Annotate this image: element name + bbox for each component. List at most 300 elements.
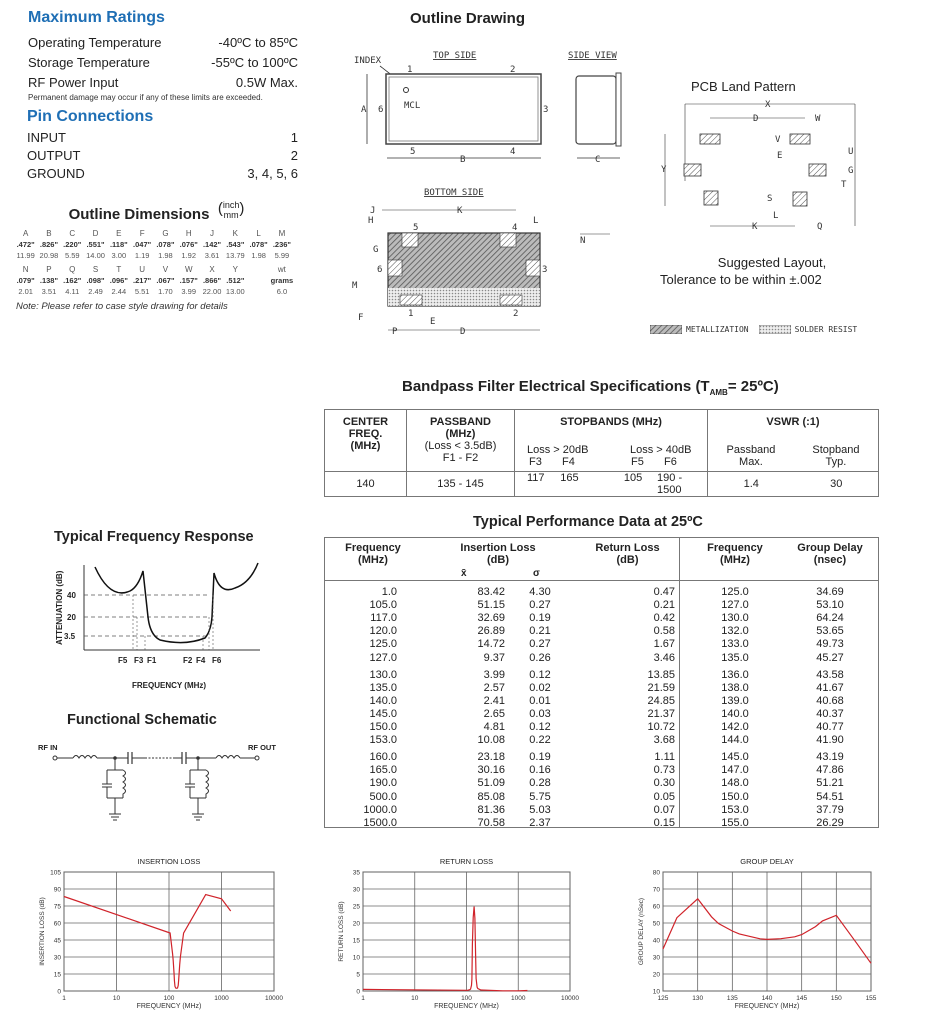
dimension-cell: .078" [249, 240, 268, 249]
chart-title: RETURN LOSS [439, 857, 494, 866]
svg-text:H: H [368, 216, 374, 226]
table-row [325, 652, 878, 665]
svg-text:0: 0 [356, 988, 360, 996]
table-cell: 45.27 [816, 651, 844, 664]
dimension-cell: grams [270, 276, 294, 285]
table-cell: 165.0 [369, 764, 397, 777]
electrical-specs-title [402, 378, 779, 397]
svg-text:L: L [773, 211, 779, 221]
table-cell: 0.30 [653, 777, 675, 790]
table-row [325, 586, 878, 599]
table-cell: 1000.0 [363, 803, 397, 816]
svg-text:G: G [848, 166, 854, 176]
chart-title: INSERTION LOSS [137, 857, 201, 866]
svg-text:40: 40 [67, 591, 76, 600]
table-cell: 147.0 [721, 764, 749, 777]
table-cell: 0.42 [653, 612, 675, 625]
svg-text:10: 10 [352, 954, 360, 962]
svg-text:80: 80 [652, 869, 660, 877]
table-cell: 144.0 [721, 734, 749, 747]
table-cell: 13.85 [647, 668, 675, 681]
rf-out-label: RF OUT [248, 743, 276, 752]
table-row [325, 669, 878, 682]
svg-text:C: C [595, 155, 601, 165]
table-cell: 40.37 [816, 707, 844, 720]
svg-text:F3: F3 [134, 656, 144, 665]
svg-text:70: 70 [652, 886, 660, 894]
svg-text:3: 3 [542, 265, 548, 275]
pin-connections-title: Pin Connections [27, 108, 154, 125]
svg-text:140: 140 [761, 995, 773, 1002]
table-cell: 135.0 [721, 651, 749, 664]
y-axis-label: GROUP DELAY (nSec) [638, 897, 645, 966]
table-cell: 0.19 [529, 612, 551, 625]
table-cell: 148.0 [721, 777, 749, 790]
index-label: INDEX [354, 56, 382, 66]
table-cell: 2.41 [483, 694, 505, 707]
table-cell: 5.75 [529, 790, 551, 803]
svg-text:X: X [765, 100, 771, 110]
table-row [325, 734, 878, 747]
table-cell: 140.0 [721, 707, 749, 720]
rating-value: -40ºC to 85ºC [218, 35, 298, 50]
x-axis-label: FREQUENCY (MHz) [434, 1003, 499, 1010]
dimension-cell: .217" [133, 276, 152, 285]
svg-text:35: 35 [352, 869, 360, 877]
dimension-cell: 1.19 [134, 251, 150, 260]
svg-text:M: M [352, 281, 358, 291]
svg-text:30: 30 [352, 886, 360, 894]
outline-drawing [340, 40, 660, 345]
pcb-land-pattern [655, 96, 865, 236]
svg-text:P: P [392, 327, 398, 337]
y-axis-label: RETURN LOSS (dB) [338, 901, 345, 962]
dimension-cell: E [116, 229, 122, 238]
table-cell: 43.19 [816, 751, 844, 764]
functional-schematic [35, 740, 285, 830]
table-cell: 142.0 [721, 721, 749, 733]
freq-header: Frequency (MHz) [345, 542, 401, 566]
dimension-cell: 2.44 [111, 287, 127, 296]
table-cell: 0.16 [529, 764, 551, 777]
svg-text:E: E [777, 151, 783, 161]
table-cell: 153.0 [369, 734, 397, 747]
dimension-cell: .472" [16, 240, 35, 249]
table-cell: 51.15 [477, 599, 505, 612]
table-cell: 41.67 [816, 681, 844, 694]
table-cell: 138.0 [721, 681, 749, 694]
pin-label: GROUND [27, 166, 85, 181]
svg-text:4: 4 [512, 223, 518, 233]
unit-inch: inch [222, 200, 240, 210]
dimension-cell: wt [277, 265, 286, 274]
dimension-cell: N [22, 265, 29, 274]
pin-row [27, 130, 298, 145]
freq-response-diagram [50, 555, 270, 695]
svg-text:Q: Q [817, 222, 823, 232]
svg-text:20: 20 [352, 920, 360, 928]
dimension-cell: A [22, 229, 29, 238]
dimension-cell: 3.99 [181, 287, 197, 296]
table-cell: 2.65 [483, 707, 505, 720]
svg-text:135: 135 [726, 995, 738, 1002]
vswr-values: 1.4 30 [708, 472, 879, 497]
svg-text:V: V [775, 135, 781, 145]
svg-text:F: F [358, 313, 364, 323]
table-cell: 133.0 [721, 638, 749, 651]
svg-text:10000: 10000 [560, 995, 580, 1002]
table-row [325, 625, 878, 638]
dimension-cell: 3.51 [41, 287, 57, 296]
dimension-cell: 5.99 [274, 251, 290, 260]
dimension-cell: .067" [156, 276, 175, 285]
table-cell: 0.28 [529, 777, 551, 790]
dimension-cell: .142" [202, 240, 222, 249]
dimension-cell: .098" [86, 276, 105, 285]
x-axis-label: FREQUENCY (MHz) [734, 1003, 800, 1010]
svg-text:30: 30 [652, 954, 660, 962]
table-row [325, 804, 878, 817]
svg-text:E: E [430, 317, 436, 327]
svg-text:2: 2 [513, 309, 519, 319]
unit-bracket-open: ( [217, 200, 223, 217]
pin-value: 3, 4, 5, 6 [247, 166, 298, 181]
table-cell: 0.01 [529, 694, 551, 707]
dimensions-note: Note: Please refer to case style drawing for details [16, 301, 228, 312]
svg-text:10: 10 [411, 995, 419, 1002]
svg-text:100: 100 [461, 995, 472, 1002]
dimension-cell: .118" [109, 240, 128, 249]
pin-value: 2 [290, 148, 298, 163]
table-row [325, 695, 878, 708]
svg-text:1: 1 [407, 65, 413, 75]
dimension-cell: S [92, 265, 99, 274]
table-cell: 0.22 [529, 734, 551, 747]
stopbands-header: STOPBANDS (MHz) Loss > 20dB Loss > 40dB F3 F4 F5 F6 [515, 410, 708, 472]
dimension-cell: 13.79 [225, 251, 245, 260]
dimension-cell: 14.00 [86, 251, 105, 260]
dimension-cell: 1.98 [158, 251, 173, 260]
table-cell: 51.09 [477, 777, 505, 790]
svg-text:130: 130 [692, 995, 704, 1002]
table-cell: 130.0 [721, 612, 749, 625]
svg-text:F2: F2 [183, 656, 193, 665]
rating-row [28, 35, 298, 50]
group-delay-chart [620, 855, 920, 1024]
insertion-loss-chart [0, 855, 310, 1024]
table-cell: 24.85 [647, 694, 675, 707]
table-cell: 21.37 [647, 707, 675, 720]
dimension-cell: X [209, 265, 215, 274]
dimension-cell: .138" [39, 276, 59, 285]
table-row [325, 599, 878, 612]
dimension-cell: Y [232, 265, 238, 274]
svg-text:D: D [753, 114, 759, 124]
table-cell: 53.10 [816, 599, 844, 612]
table-cell: 125.0 [721, 586, 749, 598]
maximum-ratings-title: Maximum Ratings [28, 9, 165, 26]
dimension-cell: 3.00 [111, 251, 127, 260]
rating-label: Storage Temperature [28, 55, 150, 70]
table-cell: 23.18 [477, 751, 505, 764]
dimension-cell: .543" [226, 240, 245, 249]
dimension-cell: .512" [226, 276, 245, 285]
dimension-cell: Q [69, 265, 76, 274]
table-cell: 4.81 [483, 721, 505, 733]
specs-title-text: Bandpass Filter Electrical Specifications (T [402, 378, 710, 395]
table-cell: 0.03 [529, 707, 551, 720]
svg-text:100: 100 [163, 995, 175, 1002]
svg-text:K: K [752, 222, 758, 232]
performance-title: Typical Performance Data at 25ºC [473, 514, 703, 530]
table-row [325, 791, 878, 804]
table-cell: 0.27 [529, 599, 551, 612]
stopband-values: 117 165 105 190 - 1500 [515, 472, 708, 497]
table-cell: 0.02 [529, 681, 551, 694]
dimension-cell: .078" [156, 240, 175, 249]
rating-row [28, 55, 298, 70]
dimension-cell: B [46, 229, 52, 238]
svg-text:45: 45 [53, 937, 61, 945]
table-row [325, 612, 878, 625]
dimension-cell: H [185, 229, 192, 238]
svg-text:1: 1 [408, 309, 414, 319]
svg-text:3.5: 3.5 [64, 632, 76, 641]
svg-text:F6: F6 [212, 656, 222, 665]
table-cell: 32.69 [477, 612, 505, 625]
pin-connections-section [27, 108, 298, 181]
svg-text:6: 6 [378, 105, 384, 115]
dimension-cell: M [278, 229, 286, 238]
rating-value: 0.5W Max. [235, 75, 298, 90]
side-view-label: SIDE VIEW [568, 51, 617, 61]
dimension-cell: .157" [179, 276, 198, 285]
table-cell: 145.0 [721, 751, 749, 764]
table-cell: 4.30 [529, 586, 551, 598]
dimension-cell: F [139, 229, 145, 238]
passband-value: 135 - 145 [407, 472, 515, 497]
table-cell: 1.0 [381, 586, 397, 598]
table-cell: 51.21 [816, 777, 844, 790]
table-cell: 26.89 [477, 625, 505, 638]
dimension-cell: T [116, 265, 122, 274]
center-freq-header: CENTER FREQ. (MHz) [325, 410, 407, 472]
dimension-cell: .220" [63, 240, 82, 249]
table-cell: 139.0 [721, 694, 749, 707]
svg-text:10000: 10000 [264, 995, 284, 1002]
dimensions-grid-1 [14, 228, 299, 261]
dimension-cell: .162" [63, 276, 82, 285]
table-cell: 3.99 [483, 668, 505, 681]
table-cell: 83.42 [477, 586, 505, 598]
table-cell: 14.72 [477, 638, 505, 651]
pin-row [27, 166, 298, 181]
svg-text:60: 60 [652, 903, 660, 911]
dimension-cell [247, 275, 270, 286]
table-cell: 0.47 [653, 586, 675, 598]
svg-text:155: 155 [865, 995, 877, 1002]
table-cell: 3.46 [653, 651, 675, 664]
dimension-cell: 13.00 [225, 287, 245, 296]
svg-text:A: A [361, 105, 367, 115]
mean-header: x̄ [461, 568, 467, 579]
dimension-cell: U [139, 265, 146, 274]
svg-text:1000: 1000 [511, 995, 526, 1002]
table-row [325, 708, 878, 721]
table-cell: 41.90 [816, 734, 844, 747]
table-cell: 117.0 [370, 612, 397, 625]
table-cell: 81.36 [477, 803, 505, 816]
pin-label: OUTPUT [27, 148, 81, 163]
table-cell: 0.19 [529, 751, 551, 764]
table-cell: 26.29 [816, 816, 844, 829]
table-cell: 0.21 [529, 625, 551, 638]
dimension-cell: G [162, 229, 169, 238]
svg-text:N: N [580, 236, 586, 246]
dimension-cell: 20.98 [39, 251, 59, 260]
svg-text:1: 1 [361, 995, 365, 1002]
return-loss-chart [320, 855, 590, 1024]
x-axis-label: FREQUENCY (MHz) [136, 1003, 202, 1010]
dimension-cell: C [69, 229, 76, 238]
unit-mm: mm [223, 210, 239, 220]
table-cell: 53.65 [816, 625, 844, 638]
bottom-side-label: BOTTOM SIDE [424, 188, 484, 198]
suggested-layout [692, 255, 852, 270]
table-cell: 190.0 [369, 777, 397, 790]
table-cell: 0.21 [653, 599, 675, 612]
unit-bracket-close: ) [239, 200, 245, 217]
pin-value: 1 [290, 130, 298, 145]
table-cell: 105.0 [369, 599, 397, 612]
dimension-cell: W [184, 265, 193, 274]
dimension-cell: .236" [272, 240, 291, 249]
svg-text:20: 20 [67, 613, 76, 622]
specs-title-end: = 25ºC) [727, 378, 779, 395]
rating-label: Operating Temperature [28, 35, 162, 50]
dimension-cell: 4.11 [65, 287, 80, 296]
outline-dimensions-title: Outline Dimensions [68, 206, 210, 223]
table-cell: 40.77 [816, 721, 844, 733]
dimension-cell: 11.99 [16, 251, 35, 260]
legend-solder-resist: SOLDER RESIST [794, 325, 858, 334]
dimension-cell: .551" [86, 240, 105, 249]
dimension-cell [247, 264, 270, 275]
dimension-cell: 5.51 [134, 287, 150, 296]
maximum-ratings-section [28, 9, 298, 102]
dimensions-grid-2 [14, 264, 299, 297]
insertion-loss-header: Insertion Loss (dB) [460, 542, 536, 566]
table-cell: 0.15 [653, 816, 675, 829]
dimension-cell: J [210, 229, 215, 238]
svg-text:1000: 1000 [214, 995, 229, 1002]
dimension-cell: P [46, 265, 52, 274]
table-cell: 125.0 [369, 638, 397, 651]
attenuation-axis-label: ATTENUATION (dB) [55, 570, 64, 645]
mcl-label: MCL [404, 101, 421, 111]
dimension-cell: .866" [202, 276, 222, 285]
svg-text:4: 4 [510, 147, 516, 157]
svg-text:W: W [815, 114, 821, 124]
svg-text:105: 105 [50, 869, 61, 877]
specs-title-sub: AMB [709, 388, 728, 397]
tolerance-note: Tolerance to be within ±.002 [660, 272, 822, 287]
suggested-line-1: Suggested Layout, [717, 255, 827, 270]
table-cell: 153.0 [721, 803, 749, 816]
dimension-cell: 2.01 [18, 287, 33, 296]
freq-response-title: Typical Frequency Response [54, 529, 254, 545]
table-cell: 0.26 [529, 651, 551, 664]
dimension-cell: 3.61 [204, 251, 220, 260]
header-divider [325, 580, 878, 581]
return-loss-svg [320, 855, 590, 1024]
outline-dimensions-section [14, 200, 299, 312]
dimension-cell: 2.49 [88, 287, 103, 296]
svg-text:S: S [767, 194, 773, 204]
group-delay-svg [620, 855, 920, 1024]
table-cell: 34.69 [816, 586, 844, 598]
table-cell: 1.67 [653, 638, 675, 651]
table-cell: 37.79 [816, 803, 844, 816]
svg-text:145: 145 [796, 995, 808, 1002]
svg-text:D: D [460, 327, 466, 337]
table-cell: 136.0 [721, 668, 749, 681]
svg-text:T: T [841, 180, 847, 190]
rating-label: RF Power Input [28, 75, 119, 90]
pcb-title: PCB Land Pattern [691, 79, 796, 94]
rating-value: -55ºC to 100ºC [211, 55, 298, 70]
table-cell: 0.73 [653, 764, 675, 777]
svg-text:G: G [373, 245, 379, 255]
svg-text:F5: F5 [118, 656, 128, 665]
svg-text:3: 3 [543, 105, 549, 115]
svg-text:75: 75 [53, 903, 61, 911]
table-cell: 130.0 [369, 668, 397, 681]
table-cell: 3.68 [653, 734, 675, 747]
table-cell: 9.37 [483, 651, 505, 664]
dimension-cell: V [162, 265, 169, 274]
dimension-cell: L [256, 229, 261, 238]
svg-text:B: B [460, 155, 466, 165]
table-cell: 0.05 [653, 790, 675, 803]
table-cell: 500.0 [369, 790, 397, 803]
dimension-cell: 6.0 [276, 287, 288, 296]
schematic-title: Functional Schematic [67, 712, 217, 728]
svg-text:40: 40 [652, 937, 660, 945]
table-row [325, 817, 878, 830]
table-row [325, 777, 878, 790]
electrical-specs-table [324, 409, 879, 497]
table-cell: 140.0 [369, 694, 397, 707]
pin-row [27, 148, 298, 163]
table-cell: 0.27 [529, 638, 551, 651]
dimension-cell: D [92, 229, 99, 238]
sigma-header: σ [533, 568, 540, 579]
table-cell: 0.58 [653, 625, 675, 638]
dimension-cell: .826" [39, 240, 59, 249]
svg-text:10: 10 [112, 995, 121, 1002]
table-cell: 155.0 [721, 816, 749, 829]
dimension-cell: 1.92 [181, 251, 197, 260]
table-cell: 145.0 [369, 707, 397, 720]
table-cell: 135.0 [369, 681, 397, 694]
performance-table [324, 537, 879, 828]
table-row [325, 751, 878, 764]
y-axis-label: INSERTION LOSS (dB) [39, 897, 46, 966]
svg-text:5: 5 [356, 971, 360, 979]
vswr-header: VSWR (:1) Passband Max. Stopband Typ. [708, 410, 879, 472]
table-cell: 47.86 [816, 764, 844, 777]
